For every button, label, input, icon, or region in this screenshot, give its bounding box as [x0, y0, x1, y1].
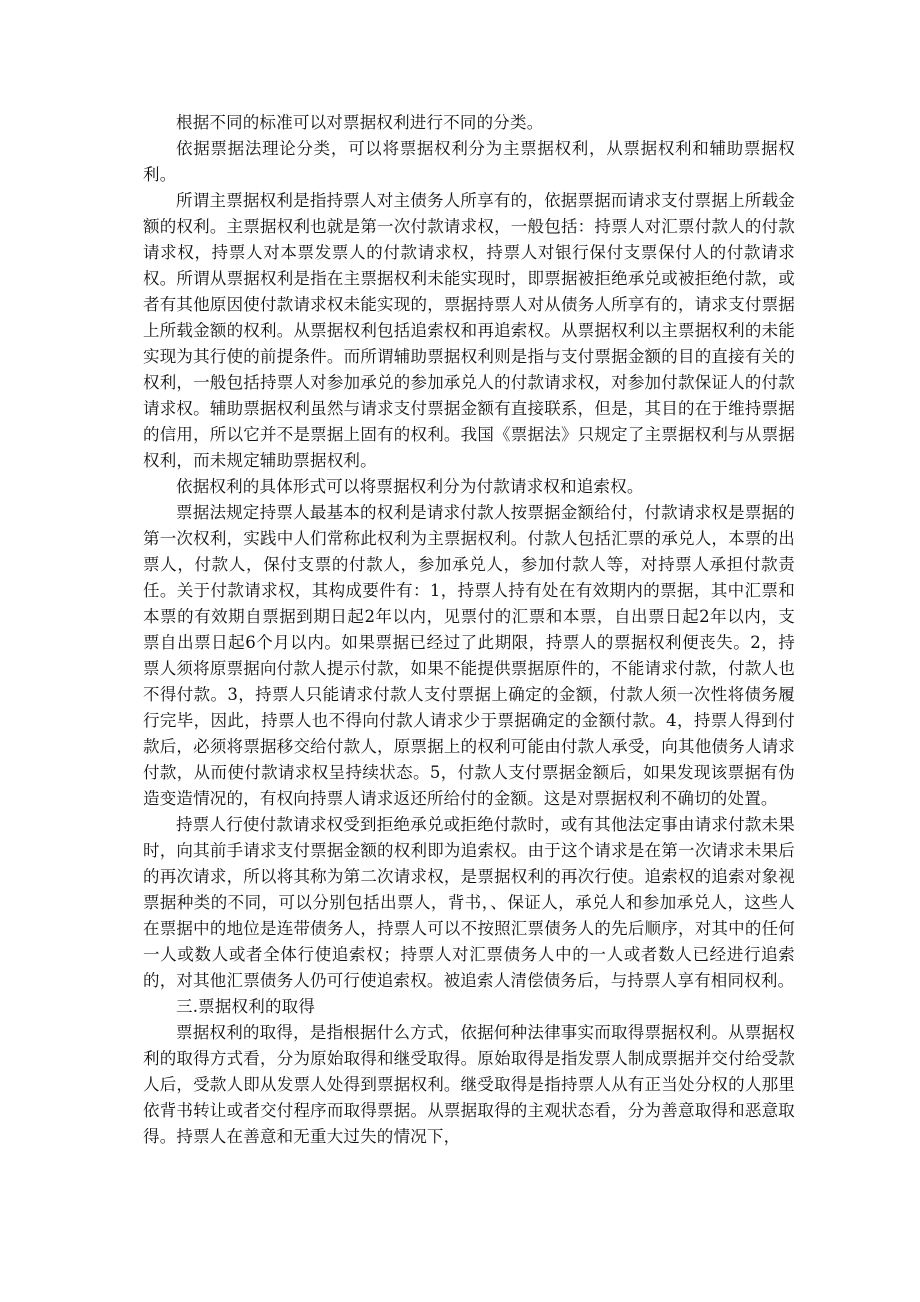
paragraph-theory-classification: 依据票据法理论分类，可以将票据权利分为主票据权利，从票据权利和辅助票据权利。 [143, 139, 795, 184]
paragraph-recourse-right: 持票人行使付款请求权受到拒绝承兑或拒绝付款时，或有其他法定事由请求付款未果时，向其前手请求支付票据金额的权利即为追索权。由于这个请求是在第一次请求未果后的再次请求，所以将其称为第二次请求权，是票据权利的再次行使。追索权的追索对象视票据种类的不同，可以分别包括出票人，背书，、保证人，承兑人和参加承兑人，这些人在票据中的地位是连带债务人，持票人可以不按照汇票债务人的先后顺序，对其中的任何一人或数人或者全体行使追索权；持票人对汇票债务人中的一人或者数人已经进行追索的，对其他汇票债务人仍可行使追索权。被追索人清偿债务后，与持票人享有相同权利。 [143, 815, 795, 990]
paragraph-payment-request-right: 票据法规定持票人最基本的权利是请求付款人按票据金额给付，付款请求权是票据的第一次权利，实践中人们常称此权利为主票据权利。付款人包括汇票的承兑人，本票的出票人，付款人，保付支票的付款人，参加承兑人，参加付款人等，对持票人承担付款责任。关于付款请求权，其构成要件有：1，持票人持有处在有效期内的票据，其中汇票和本票的有效期自票据到期日起2年以内，见票付的汇票和本票，自出票日起2年以内，支票自出票日起6个月以内。如果票据已经过了此期限，持票人的票据权利便丧失。2，持票人须将原票据向付款人提示付款，如果不能提供票据原件的，不能请求付款，付款人也不得付款。3，持票人只能请求付款人支付票据上确定的金额，付款人须一次性将债务履行完毕，因此，持票人也不得向付款人请求少于票据确定的金额付款。4，持票人得到付款后，必须将票据移交给付款人，原票据上的权利可能由付款人承受，向其他债务人请求付款，从而使付款请求权呈持续状态。5，付款人支付票据金额后，如果发现该票据有伪造变造情况的，有权向持票人请求返还所给付的金额。这是对票据权利不确切的处置。 [143, 503, 795, 808]
paragraph-classification-intro: 根据不同的标准可以对票据权利进行不同的分类。 [176, 113, 544, 132]
paragraph-form-classification: 依据权利的具体形式可以将票据权利分为付款请求权和追索权。 [176, 477, 644, 496]
section-heading-acquisition: 三.票据权利的取得 [176, 997, 316, 1016]
paragraph-primary-secondary-rights: 所谓主票据权利是指持票人对主债务人所享有的，依据票据而请求支付票据上所载金额的权利。主票据权利也就是第一次付款请求权，一般包括：持票人对汇票付款人的付款请求权，持票人对本票发票人的付款请求权，持票人对银行保付支票保付人的付款请求权。所谓从票据权利是指在主票据权利未能实现时，即票据被拒绝承兑或被拒绝付款，或者有其他原因使付款请求权未能实现的，票据持票人对从债务人所享有的，请求支付票据上所载金额的权利。从票据权利包括追索权和再追索权。从票据权利以主票据权利的未能实现为其行使的前提条件。而所谓辅助票据权利则是指与支付票据金额的目的直接有关的权利，一般包括持票人对参加承兑的参加承兑人的付款请求权，对参加付款保证人的付款请求权。辅助票据权利虽然与请求支付票据金额有直接联系，但是，其目的在于维持票据的信用，所以它并不是票据上固有的权利。我国《票据法》只规定了主票据权利与从票据权利，而未规定辅助票据权利。 [143, 191, 795, 470]
paragraph-acquisition: 票据权利的取得，是指根据什么方式，依据何种法律事实而取得票据权利。从票据权利的取得方式看，分为原始取得和继受取得。原始取得是指发票人制成票据并交付给受款人后，受款人即从发票人处得到票据权利。继受取得是指持票人从有正当处分权的人那里依背书转让或者交付程序而取得票据。从票据取得的主观状态看，分为善意取得和恶意取得。持票人在善意和无重大过失的情况下， [143, 1023, 795, 1146]
document-body [143, 110, 795, 1150]
